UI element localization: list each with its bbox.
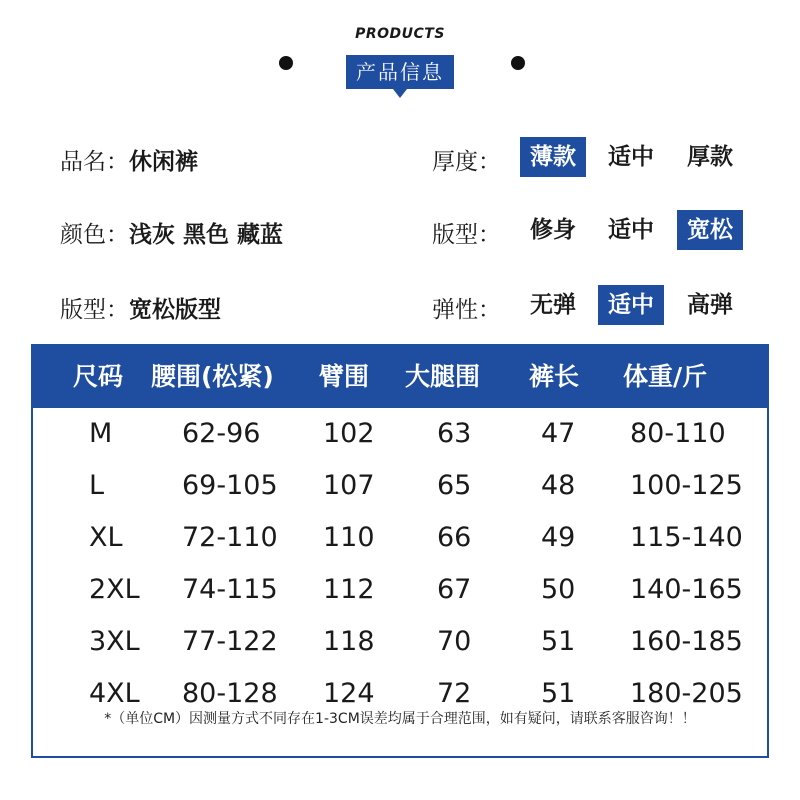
hip-cell: 124: [323, 678, 375, 709]
size-table: [31, 344, 769, 758]
option-label: 厚度：: [432, 149, 501, 175]
column-header: 裤长: [529, 362, 580, 391]
length-cell: 49: [541, 522, 576, 553]
thigh-cell: 67: [437, 574, 472, 605]
attribute-label: 品名：: [60, 149, 129, 175]
measurement-note: *（单位CM）因测量方式不同存在1-3CM误差均属于合理范围，如有疑问，请联系客服咨询！！: [104, 711, 696, 727]
length-cell: 51: [541, 678, 576, 709]
option-chip: 薄款: [520, 137, 586, 177]
length-cell: 47: [541, 418, 576, 449]
size-cell: 3XL: [89, 626, 140, 657]
attribute-label: 颜色：: [60, 222, 129, 248]
option-chip: 修身: [530, 217, 576, 243]
length-cell: 51: [541, 626, 576, 657]
size-cell: M: [89, 418, 113, 449]
attribute-value: 浅灰 黑色 藏蓝: [129, 222, 284, 248]
thigh-cell: 63: [437, 418, 472, 449]
size-table-header: [33, 346, 767, 408]
option-chip: 宽松: [677, 210, 743, 250]
table-row: [33, 616, 767, 668]
waist-cell: 74-115: [182, 574, 278, 605]
table-row: [33, 460, 767, 512]
attribute-name: [60, 143, 198, 176]
option-chip: 适中: [598, 285, 664, 325]
weight-cell: 180-205: [630, 678, 743, 709]
size-cell: 4XL: [89, 678, 140, 709]
size-cell: XL: [89, 522, 123, 553]
option-label: 版型：: [432, 222, 501, 248]
attribute-value: 休闲裤: [129, 149, 198, 175]
waist-cell: 62-96: [182, 418, 261, 449]
header-dot-left: [279, 56, 293, 70]
option-chip: 高弹: [687, 292, 733, 318]
column-header: 臂围: [319, 362, 370, 391]
weight-cell: 140-165: [630, 574, 743, 605]
column-header: 尺码: [73, 362, 124, 391]
hip-cell: 102: [323, 418, 375, 449]
column-header: 腰围(松紧): [151, 362, 274, 391]
thigh-cell: 66: [437, 522, 472, 553]
attribute-name: [60, 216, 283, 249]
hip-cell: 110: [323, 522, 375, 553]
weight-cell: 100-125: [630, 470, 743, 501]
table-row: [33, 564, 767, 616]
hip-cell: 112: [323, 574, 375, 605]
attribute-row: [0, 285, 800, 325]
length-cell: 50: [541, 574, 576, 605]
option-chip: 无弹: [530, 292, 576, 318]
attribute-name: [60, 291, 221, 324]
option-chip: 适中: [608, 144, 654, 170]
header-badge: 产品信息: [346, 55, 454, 89]
thigh-cell: 70: [437, 626, 472, 657]
attribute-value: 宽松版型: [129, 297, 221, 323]
hip-cell: 118: [323, 626, 375, 657]
weight-cell: 115-140: [630, 522, 743, 553]
table-row: [33, 512, 767, 564]
waist-cell: 69-105: [182, 470, 278, 501]
size-cell: L: [89, 470, 105, 501]
attribute-row: [0, 210, 800, 250]
size-cell: 2XL: [89, 574, 140, 605]
thigh-cell: 72: [437, 678, 472, 709]
table-row: [33, 408, 767, 460]
waist-cell: 80-128: [182, 678, 278, 709]
option-chip: 厚款: [687, 144, 733, 170]
waist-cell: 72-110: [182, 522, 278, 553]
header-en-title: PRODUCTS: [355, 26, 445, 42]
waist-cell: 77-122: [182, 626, 278, 657]
weight-cell: 80-110: [630, 418, 726, 449]
attribute-label: 版型：: [60, 297, 129, 323]
option-chip: 适中: [608, 217, 654, 243]
length-cell: 48: [541, 470, 576, 501]
column-header: 大腿围: [405, 362, 481, 391]
option-label: 弹性：: [432, 297, 501, 323]
attribute-row: [0, 137, 800, 177]
header-dot-right: [511, 56, 525, 70]
weight-cell: 160-185: [630, 626, 743, 657]
thigh-cell: 65: [437, 470, 472, 501]
column-header: 体重/斤: [623, 362, 708, 391]
hip-cell: 107: [323, 470, 375, 501]
